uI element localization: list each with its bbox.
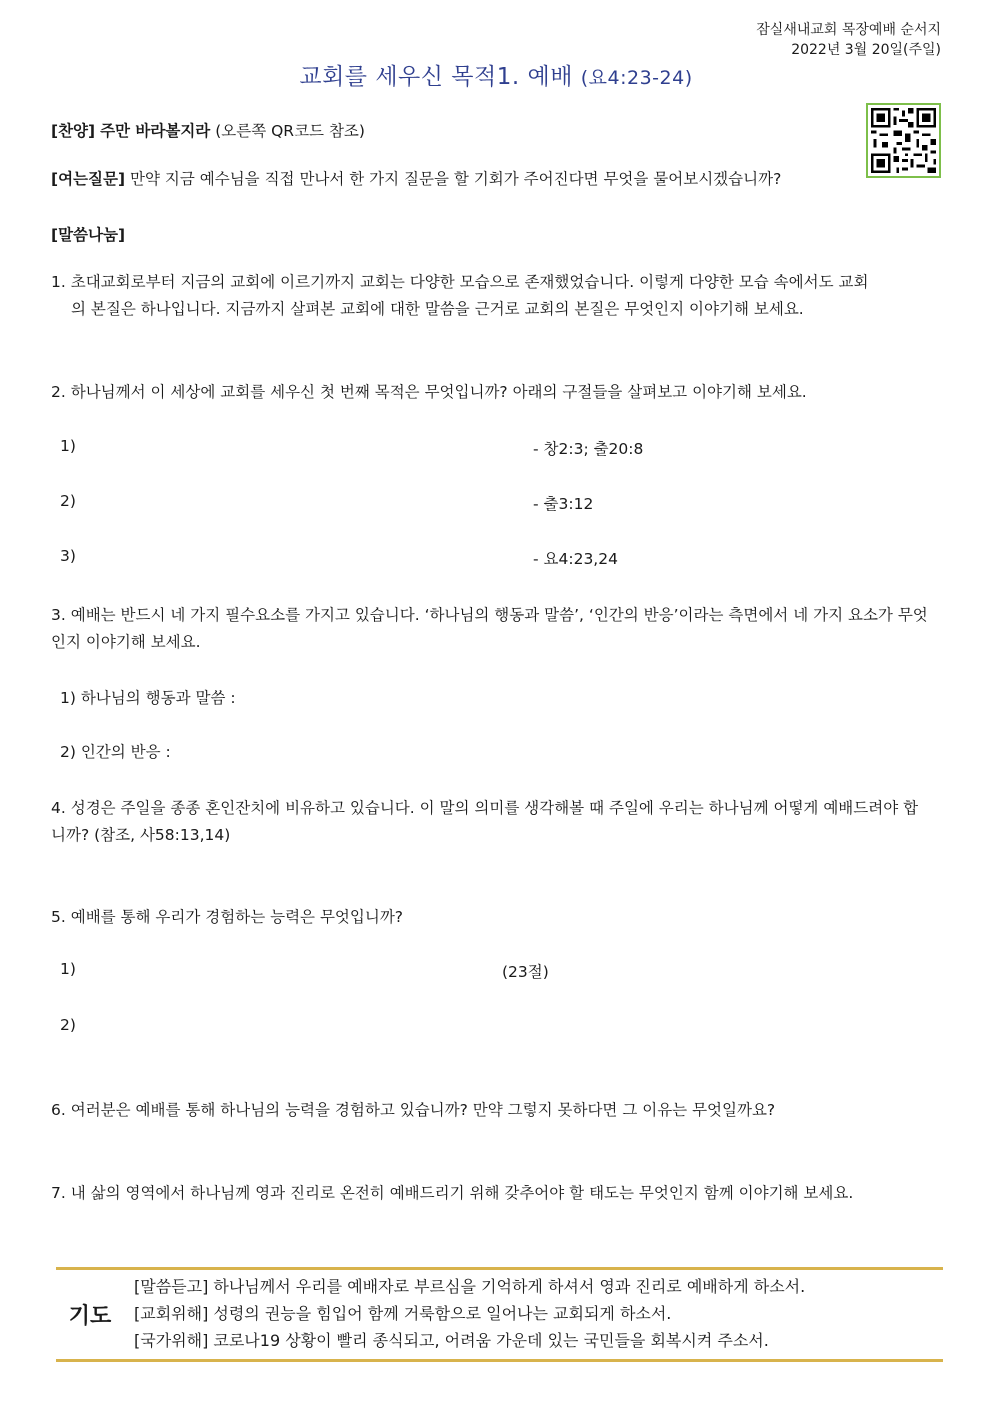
q3-item-2: 2) 인간의 반응 :	[60, 743, 171, 761]
prayer-line-1: [말씀듣고] 하나님께서 우리를 예배자로 부르심을 기억하게 하셔서 영과 진리로 예배하게 하소서.	[134, 1277, 806, 1296]
praise-note: (오른쪽 QR코드 참조)	[215, 122, 365, 140]
opening-label: [여는질문]	[51, 170, 126, 188]
q5-item-1-ref: (23절)	[502, 963, 549, 981]
question-3-line1: 3. 예배는 반드시 네 가지 필수요소를 가지고 있습니다. ‘하나님의 행동과 말씀’, ‘인간의 반응’이라는 측면에서 네 가지 요소가 무엇	[51, 606, 928, 624]
opening-text: 만약 지금 예수님을 직접 만나서 한 가지 질문을 할 기회가 주어진다면 무엇을 물어보시겠습니까?	[130, 170, 782, 188]
prayer-lines	[134, 1273, 805, 1354]
q2-item-2-ref: - 출3:12	[533, 495, 594, 513]
q2-item-1-num: 1)	[60, 437, 76, 455]
q2-item-1-ref: - 창2:3; 출20:8	[533, 440, 644, 458]
prayer-line-2: [교회위해] 성령의 권능을 힘입어 함께 거룩함으로 일어나는 교회되게 하소서.	[134, 1304, 672, 1323]
title-main: 교회를 세우신 목적1. 예배	[299, 64, 573, 90]
question-3-line2: 인지 이야기해 보세요.	[51, 633, 201, 651]
question-7: 7. 내 삶의 영역에서 하나님께 영과 진리로 온전히 예배드리기 위해 갖추어야 할 태도는 무엇인지 함께 이야기해 보세요.	[51, 1184, 854, 1202]
question-5: 5. 예배를 통해 우리가 경험하는 능력은 무엇입니까?	[51, 908, 404, 926]
question-4-line1: 4. 성경은 주일을 종종 혼인잔치에 비유하고 있습니다. 이 말의 의미를 생각해볼 때 주일에 우리는 하나님께 어떻게 예배드려야 합	[51, 799, 919, 817]
question-6: 6. 여러분은 예배를 통해 하나님의 능력을 경험하고 있습니까? 만약 그렇지 못하다면 그 이유는 무엇일까요?	[51, 1101, 776, 1119]
prayer-label: 기도	[68, 1304, 112, 1329]
q3-item-1: 1) 하나님의 행동과 말씀 :	[60, 689, 236, 707]
question-1-line1: 1. 초대교회로부터 지금의 교회에 이르기까지 교회는 다양한 모습으로 존재했었습니다. 이렇게 다양한 모습 속에서도 교회	[51, 273, 869, 291]
q5-item-2-num: 2)	[60, 1016, 76, 1034]
opening-question	[51, 166, 941, 193]
q5-item-1-num: 1)	[60, 960, 76, 978]
header-church: 잠실새내교회 목장예배 순서지	[756, 22, 941, 38]
q2-item-2-num: 2)	[60, 492, 76, 510]
title-ref: (요4:23-24)	[580, 67, 693, 89]
q2-item-3-ref: - 요4:23,24	[533, 550, 618, 568]
question-4-line2: 니까? (참조, 사58:13,14)	[51, 826, 231, 844]
question-2: 2. 하나님께서 이 세상에 교회를 세우신 첫 번째 목적은 무엇입니까? 아래의 구절들을 살펴보고 이야기해 보세요.	[51, 383, 807, 401]
page-title	[0, 58, 992, 91]
prayer-line-3: [국가위해] 코로나19 상황이 빨리 종식되고, 어려움 가운데 있는 국민들을 회복시켜 주소서.	[134, 1331, 769, 1350]
praise-line	[51, 118, 941, 145]
praise-song: 주만 바라볼지라	[100, 122, 211, 140]
q2-item-3-num: 3)	[60, 547, 76, 565]
header-date: 2022년 3월 20일(주일)	[791, 42, 941, 58]
prayer-box	[56, 1267, 943, 1362]
praise-label: [찬양]	[51, 122, 96, 140]
sharing-label: [말씀나눔]	[51, 226, 126, 244]
question-1-line2: 의 본질은 하나입니다. 지금까지 살펴본 교회에 대한 말씀을 근거로 교회의 본질은 무엇인지 이야기해 보세요.	[71, 300, 804, 318]
